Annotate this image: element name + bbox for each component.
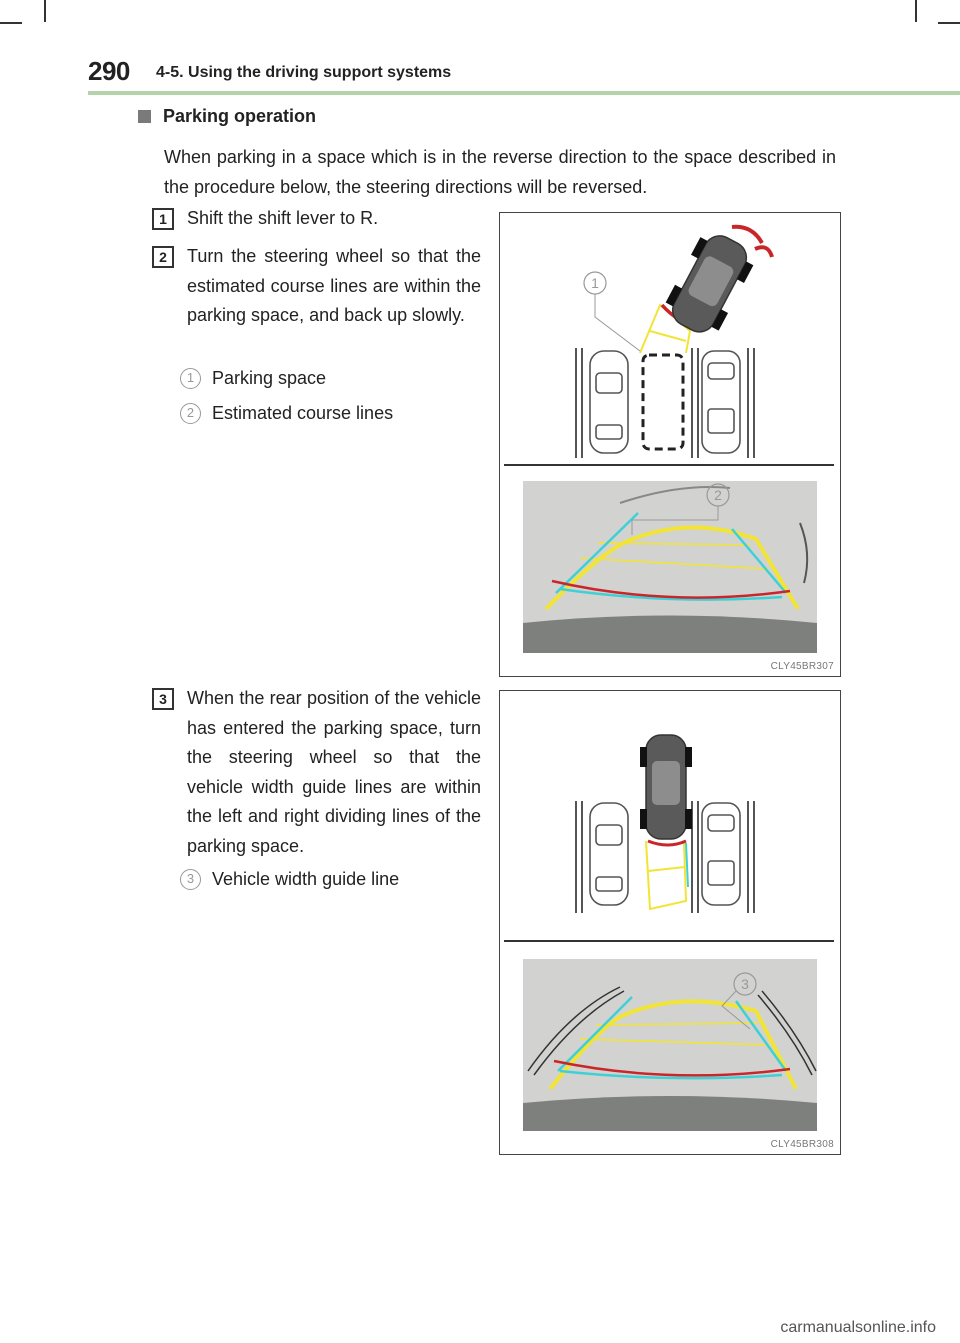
figure-parking-reverse xyxy=(499,212,841,677)
callout-label: 2 xyxy=(714,487,722,503)
legend-label: Estimated course lines xyxy=(212,403,394,423)
rear-bumper xyxy=(523,616,817,654)
callout-label: 3 xyxy=(741,976,749,992)
watermark: carmanualsonline.info xyxy=(780,1319,936,1336)
step-text-2: Turn the steering wheel so that the estimated course lines are within the parking space, and back up slowly. xyxy=(187,246,481,325)
callout-number: 3 xyxy=(180,869,201,890)
sub-heading xyxy=(138,106,316,127)
parked-car-icon xyxy=(702,351,740,453)
callout-number: 1 xyxy=(180,368,201,389)
legend-item xyxy=(180,368,326,389)
legend-label: Parking space xyxy=(212,368,327,388)
page-header xyxy=(88,56,960,96)
step-text-3: When the rear position of the vehicle has entered the parking space, turn the steering wheel so that the vehicle width guide lines are within the left and right dividing lines of the parking space. xyxy=(187,688,481,856)
figure-2-illustration xyxy=(500,691,842,1156)
parked-car-icon xyxy=(590,803,628,905)
intro-paragraph: When parking in a space which is in the reverse direction to the space described in the procedure below, the steering directions will be reversed. xyxy=(164,147,836,197)
sub-heading-text: Parking operation xyxy=(163,106,317,126)
figure-1-illustration xyxy=(500,213,842,678)
crop-mark xyxy=(44,0,46,22)
figure-width-guide xyxy=(499,690,841,1155)
width-guide-overhead xyxy=(686,843,688,887)
figure-code: CLY45BR307 xyxy=(770,661,834,672)
crop-mark xyxy=(0,22,22,24)
crop-mark xyxy=(915,0,917,22)
parked-car-icon xyxy=(702,803,740,905)
rear-bumper xyxy=(523,1096,817,1131)
callout-label: 1 xyxy=(591,275,599,291)
square-bullet-icon xyxy=(138,110,151,123)
wheel-turn-arrow-icon xyxy=(732,227,762,243)
header-rule xyxy=(88,91,960,95)
parked-car-icon xyxy=(590,351,628,453)
callout-leader xyxy=(595,294,640,351)
parking-space-outline xyxy=(643,355,683,449)
legend-label: Vehicle width guide line xyxy=(212,869,400,889)
section-title: 4-5. Using the driving support systems xyxy=(156,64,452,81)
course-lines-overhead xyxy=(646,841,686,909)
step-number-2: 2 xyxy=(152,246,174,268)
page-number: 290 xyxy=(88,56,130,86)
distance-line-overhead xyxy=(648,841,686,845)
reversing-car-icon xyxy=(640,735,692,839)
reversing-car-icon xyxy=(660,227,759,342)
crop-mark xyxy=(938,22,960,24)
legend-item xyxy=(180,403,393,424)
step-number-3: 3 xyxy=(152,688,174,710)
wheel-turn-arrow-icon xyxy=(755,247,772,257)
step-number-1: 1 xyxy=(152,208,174,230)
callout-number: 2 xyxy=(180,403,201,424)
step-text-1: Shift the shift lever to R. xyxy=(187,208,379,228)
legend-item xyxy=(180,869,399,890)
figure-code: CLY45BR308 xyxy=(770,1139,834,1150)
